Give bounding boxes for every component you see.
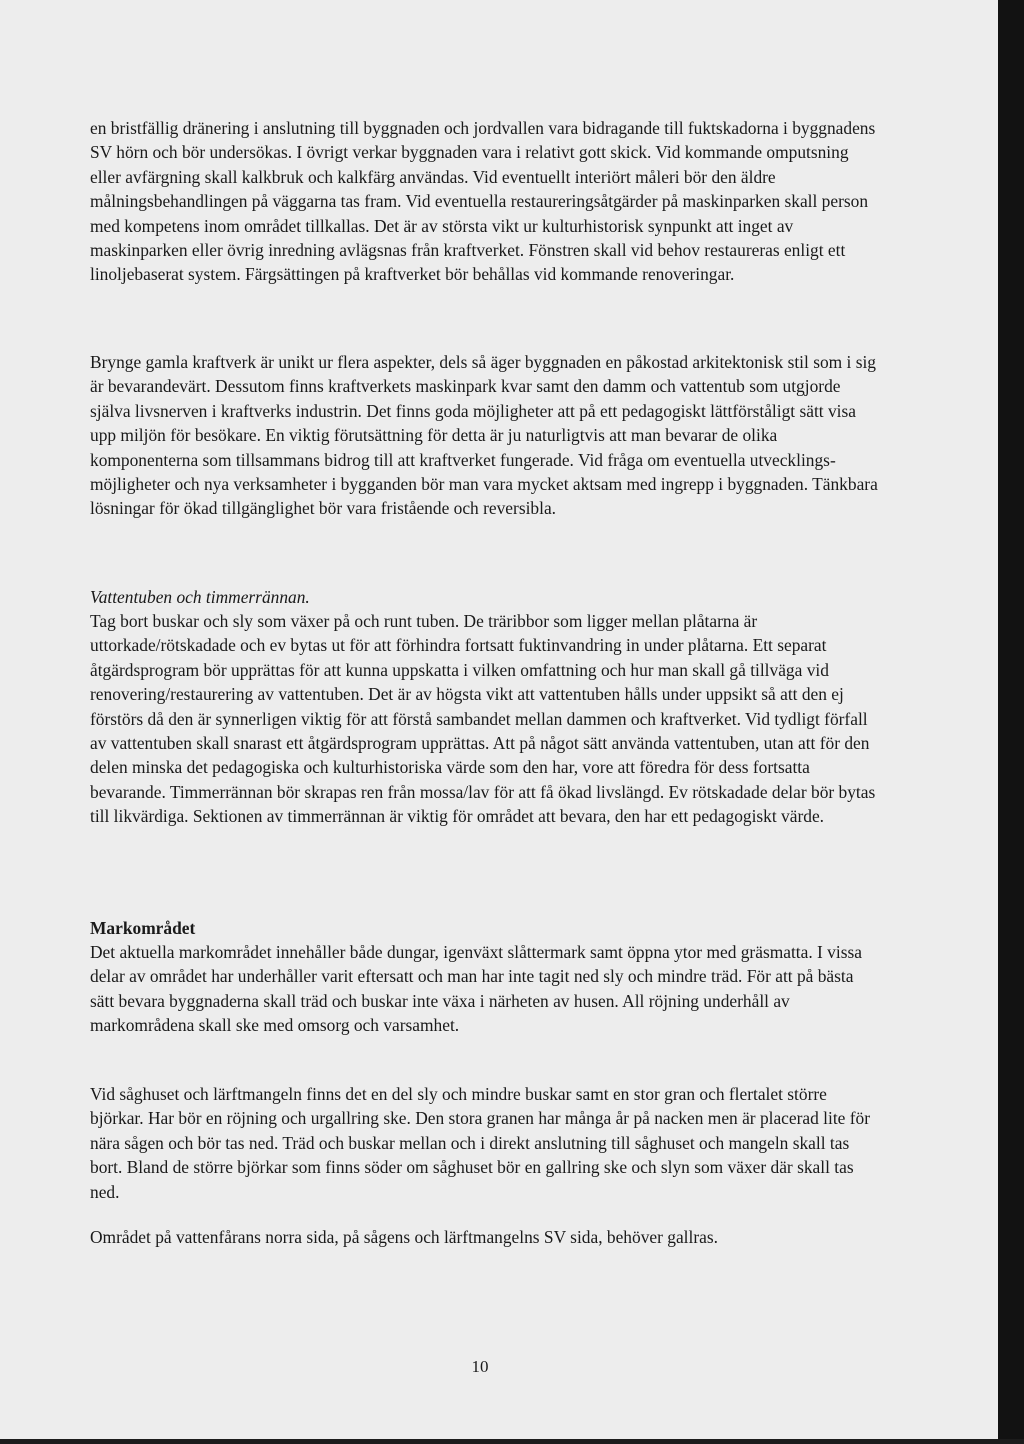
heading-vattentuben: Vattentuben och timmerrännan. [90,587,310,607]
scan-edge-right [998,0,1024,1444]
page-number: 10 [471,1357,489,1376]
paragraph-drainage: en bristfällig dränering i anslutning till byggnaden och jordvallen vara bidragande till fuktskadorna i byggnadens SV hörn och bör undersökas. I övrigt verkar byggnaden vara i relativt gott skick. Vid kommande omputsning eller avfärgning skall kalkbruk och kalkfärg användas. Vid eventuellt interiört måleri bör den äldre målningsbehandlingen på väggarna tas fram. Vid eventuella restaureringsåtgärder på maskinparken skall person med kompetens inom området tillkallas. Det är av största vikt ur kulturhistorisk synpunkt att inget av maskinparken eller övrig inredning avlägsnas från kraftverket. Fönstren skall vid behov restaureras enligt ett linoljebaserat system. Färgsättingen på kraftverket bör behållas vid kommande renoveringar. [90,118,876,285]
paragraph-brynge-kraftverk: Brynge gamla kraftverk är unikt ur flera aspekter, dels så äger byggnaden en påkostad arkitektonisk stil som i sig är bevarandevärt. Dessutom finns kraftverkets maskinpark kvar samt den damm och vattentub som utgjorde själva livsnerven i kraftverks industrin. Det finns goda möjligheter att på ett pedagogiskt lättförståligt sätt visa upp miljön för besökare. En viktig förutsättning för detta är ju naturligtvis att man bevarar de olika komponenterna som tillsammans bidrog till att kraftverket fungerade. Vid fråga om eventuella utvecklings-möjligheter och nya verksamheter i bygganden bör man vara mycket aktsam med ingrepp i byggnaden. Tänkbara lösningar för ökad tillgänglighet bör vara fristående och reversibla. [90,352,878,519]
paragraph-vattentuben: Tag bort buskar och sly som växer på och runt tuben. De träribbor som ligger mellan plåtarna är uttorkade/rötskadade och ev bytas ut för att förhindra fortsatt fuktinvandring in under plåtarna. Ett separat åtgärdsprogram bör upprättas för att kunna uppskatta i vilken omfattning och hur man skall gå tillväga vid renovering/restaurering av vattentuben. Det är av högsta vikt att vattentuben hålls under uppsikt så att den ej förstörs då den är synnerligen viktig för att förstå sambandet mellan dammen och kraftverket. Vid tydligt förfall av vattentuben skall snarast ett åtgärdsprogram upprättas. Att på något sätt använda vattentuben, utan att för den delen minska det pedagogiska och kulturhistoriska värde som den har, vore att föredra för dess fortsatta bevarande. Timmerrännan bör skrapas ren från mossa/lav för att få ökad livslängd. Ev rötskadade delar bör bytas till likvärdiga. Sektionen av timmerrännan är viktig för området att bevara, den har ett pedagogiskt värde. [90,611,876,827]
scan-edge-bottom [0,1439,1024,1444]
paragraph-vattenfaran: Området på vattenfårans norra sida, på sågens och lärftmangelns SV sida, behöver gallras. [90,1227,718,1247]
heading-markomradet: Markområdet [90,918,196,938]
paragraph-saghuset: Vid såghuset och lärftmangeln finns det en del sly och mindre buskar samt en stor gran och flertalet större björkar. Har bör en röjning och urgallring ske. Den stora granen har många år på nacken men är placerad lite för nära sågen och bör tas ned. Träd och buskar mellan och i direkt anslutning till såghuset och mangeln skall tas bort. Bland de större björkar som finns söder om såghuset bör en gallring ske och slyn som växer där skall tas ned. [90,1084,871,1202]
paragraph-markomradet: Det aktuella markområdet innehåller både dungar, igenväxt slåttermark samt öppna ytor med gräsmatta. I vissa delar av området har underhåller varit eftersatt och man har inte tagit ned sly och mindre träd. För att på bästa sätt bevara byggnaderna skall träd och buskar inte växa i närheten av husen. All röjning underhåll av markområdena skall ske med omsorg och varsamhet. [90,942,862,1036]
